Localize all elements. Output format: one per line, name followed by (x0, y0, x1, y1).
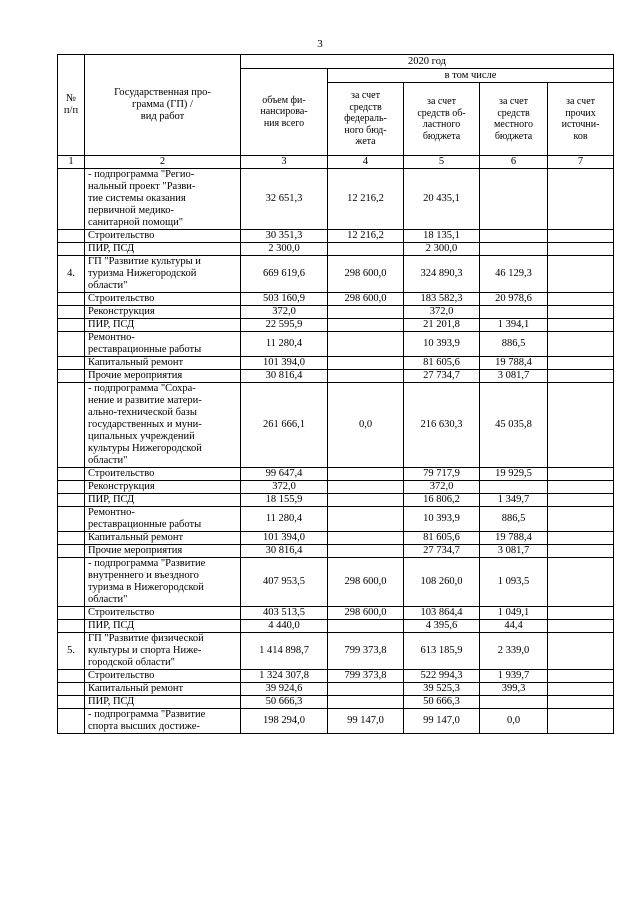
cell-num (58, 357, 85, 370)
header-in-total: в том числе (328, 69, 614, 83)
cell-regional: 81 605,6 (404, 532, 480, 545)
cell-federal: 298 600,0 (328, 607, 404, 620)
cell-name: Строительство (85, 230, 241, 243)
cell-local (480, 230, 548, 243)
column-number: 6 (480, 156, 548, 169)
cell-local: 45 035,8 (480, 383, 548, 468)
cell-num (58, 332, 85, 357)
cell-num (58, 683, 85, 696)
cell-num (58, 230, 85, 243)
table-row (58, 319, 614, 332)
cell-federal: 298 600,0 (328, 558, 404, 607)
cell-name: - подпрограмма "Сохра- нение и развитие матери- ально-технической базы государственных и муни- ципальных учреждений культуры Нижегородской области" (85, 383, 241, 468)
cell-regional: 20 435,1 (404, 169, 480, 230)
cell-other (548, 230, 614, 243)
cell-other (548, 670, 614, 683)
cell-total: 198 294,0 (241, 709, 328, 734)
cell-other (548, 545, 614, 558)
page-number: 3 (317, 38, 323, 50)
cell-total: 18 155,9 (241, 494, 328, 507)
cell-num (58, 494, 85, 507)
cell-name: Капитальный ремонт (85, 357, 241, 370)
cell-local: 20 978,6 (480, 293, 548, 306)
cell-local (480, 169, 548, 230)
cell-num (58, 607, 85, 620)
cell-regional: 522 994,3 (404, 670, 480, 683)
table-row (58, 256, 614, 293)
cell-local: 19 788,4 (480, 532, 548, 545)
cell-local: 1 093,5 (480, 558, 548, 607)
cell-local (480, 696, 548, 709)
cell-name: Ремонтно- реставрационные работы (85, 332, 241, 357)
cell-federal (328, 332, 404, 357)
cell-federal (328, 306, 404, 319)
column-numbers-row (58, 156, 614, 169)
cell-regional: 79 717,9 (404, 468, 480, 481)
cell-num (58, 481, 85, 494)
cell-regional: 10 393,9 (404, 332, 480, 357)
cell-other (548, 306, 614, 319)
cell-other (548, 293, 614, 306)
table-row (58, 293, 614, 306)
header-program-label: Государственная про- грамма (ГП) / вид работ (114, 87, 211, 122)
cell-local: 2 339,0 (480, 633, 548, 670)
cell-total: 50 666,3 (241, 696, 328, 709)
cell-total: 101 394,0 (241, 532, 328, 545)
cell-name: Строительство (85, 468, 241, 481)
cell-num (58, 507, 85, 532)
cell-local: 44,4 (480, 620, 548, 633)
cell-num (58, 696, 85, 709)
cell-total: 30 351,3 (241, 230, 328, 243)
cell-total: 372,0 (241, 306, 328, 319)
table-body (58, 169, 614, 734)
cell-other (548, 332, 614, 357)
cell-other (548, 256, 614, 293)
cell-federal (328, 243, 404, 256)
cell-regional: 50 666,3 (404, 696, 480, 709)
cell-regional: 103 864,4 (404, 607, 480, 620)
header-year: 2020 год (241, 55, 614, 69)
header-regional-label: за счет средств об- ластного бюджета (417, 96, 466, 142)
cell-regional: 4 395,6 (404, 620, 480, 633)
table-row (58, 507, 614, 532)
cell-total: 1 414 898,7 (241, 633, 328, 670)
cell-other (548, 169, 614, 230)
cell-other (548, 683, 614, 696)
cell-total: 403 513,5 (241, 607, 328, 620)
table-row (58, 468, 614, 481)
cell-federal: 799 373,8 (328, 633, 404, 670)
cell-total: 39 924,6 (241, 683, 328, 696)
cell-federal (328, 532, 404, 545)
cell-local: 19 788,4 (480, 357, 548, 370)
cell-other (548, 709, 614, 734)
cell-federal: 12 216,2 (328, 230, 404, 243)
cell-regional: 324 890,3 (404, 256, 480, 293)
cell-num: 5. (58, 633, 85, 670)
cell-regional: 372,0 (404, 306, 480, 319)
cell-other (548, 370, 614, 383)
cell-name: - подпрограмма "Развитие спорта высших достиже- (85, 709, 241, 734)
cell-other (548, 607, 614, 620)
cell-total: 11 280,4 (241, 332, 328, 357)
header-other-label: за счет прочих источни- ков (561, 96, 600, 142)
cell-local (480, 481, 548, 494)
cell-federal (328, 507, 404, 532)
header-total-label: объем фи- нансирова- ния всего (260, 94, 308, 129)
cell-federal: 0,0 (328, 383, 404, 468)
cell-federal (328, 319, 404, 332)
cell-name: ПИР, ПСД (85, 696, 241, 709)
table-row (58, 709, 614, 734)
cell-regional: 27 734,7 (404, 370, 480, 383)
cell-federal: 298 600,0 (328, 256, 404, 293)
cell-federal: 799 373,8 (328, 670, 404, 683)
cell-local: 1 049,1 (480, 607, 548, 620)
cell-other (548, 357, 614, 370)
column-number: 7 (548, 156, 614, 169)
cell-name: ПИР, ПСД (85, 243, 241, 256)
table-row (58, 332, 614, 357)
cell-total: 2 300,0 (241, 243, 328, 256)
table-row (58, 558, 614, 607)
header-federal-label: за счет средств федераль- ного бюд- жета (344, 90, 387, 148)
cell-num (58, 620, 85, 633)
cell-other (548, 507, 614, 532)
cell-total: 11 280,4 (241, 507, 328, 532)
cell-total: 669 619,6 (241, 256, 328, 293)
table-row (58, 607, 614, 620)
table-row (58, 545, 614, 558)
cell-total: 101 394,0 (241, 357, 328, 370)
cell-name: Прочие мероприятия (85, 370, 241, 383)
cell-name: Строительство (85, 607, 241, 620)
cell-num (58, 670, 85, 683)
table-row (58, 370, 614, 383)
cell-num (58, 293, 85, 306)
header-local (480, 83, 548, 156)
cell-local: 886,5 (480, 507, 548, 532)
header-regional (404, 83, 480, 156)
cell-local: 1 939,7 (480, 670, 548, 683)
cell-name: Прочие мероприятия (85, 545, 241, 558)
cell-name: Реконструкция (85, 306, 241, 319)
table-row (58, 169, 614, 230)
table-header (58, 55, 614, 169)
cell-total: 261 666,1 (241, 383, 328, 468)
cell-total: 1 324 307,8 (241, 670, 328, 683)
cell-other (548, 319, 614, 332)
table-row (58, 620, 614, 633)
table-row (58, 683, 614, 696)
table-row (58, 532, 614, 545)
cell-total: 22 595,9 (241, 319, 328, 332)
header-num (58, 55, 85, 156)
cell-other (548, 481, 614, 494)
cell-regional: 27 734,7 (404, 545, 480, 558)
cell-local: 3 081,7 (480, 370, 548, 383)
cell-regional: 372,0 (404, 481, 480, 494)
cell-total: 30 816,4 (241, 370, 328, 383)
column-number: 5 (404, 156, 480, 169)
cell-local: 1 349,7 (480, 494, 548, 507)
cell-other (548, 633, 614, 670)
cell-name: Строительство (85, 293, 241, 306)
cell-num (58, 169, 85, 230)
cell-other (548, 558, 614, 607)
cell-local: 3 081,7 (480, 545, 548, 558)
cell-regional: 613 185,9 (404, 633, 480, 670)
cell-other (548, 383, 614, 468)
cell-name: Реконструкция (85, 481, 241, 494)
cell-num (58, 306, 85, 319)
cell-total: 99 647,4 (241, 468, 328, 481)
column-number: 4 (328, 156, 404, 169)
cell-name: ПИР, ПСД (85, 494, 241, 507)
table-row (58, 243, 614, 256)
cell-total: 4 440,0 (241, 620, 328, 633)
cell-local: 1 394,1 (480, 319, 548, 332)
cell-num (58, 370, 85, 383)
cell-total: 30 816,4 (241, 545, 328, 558)
cell-total: 503 160,9 (241, 293, 328, 306)
cell-regional: 16 806,2 (404, 494, 480, 507)
header-total (241, 69, 328, 156)
cell-local: 399,3 (480, 683, 548, 696)
header-local-label: за счет средств местного бюджета (493, 96, 534, 142)
cell-num (58, 243, 85, 256)
cell-name: ПИР, ПСД (85, 319, 241, 332)
cell-regional: 2 300,0 (404, 243, 480, 256)
table-row (58, 633, 614, 670)
cell-regional: 18 135,1 (404, 230, 480, 243)
cell-num (58, 468, 85, 481)
cell-local (480, 243, 548, 256)
table-row (58, 670, 614, 683)
cell-other (548, 243, 614, 256)
cell-federal: 99 147,0 (328, 709, 404, 734)
cell-num (58, 319, 85, 332)
cell-regional: 10 393,9 (404, 507, 480, 532)
header-other (548, 83, 614, 156)
cell-local: 19 929,5 (480, 468, 548, 481)
cell-other (548, 468, 614, 481)
cell-federal (328, 696, 404, 709)
cell-other (548, 696, 614, 709)
cell-local: 886,5 (480, 332, 548, 357)
header-program (85, 55, 241, 156)
cell-name: Капитальный ремонт (85, 683, 241, 696)
cell-name: ПИР, ПСД (85, 620, 241, 633)
cell-local: 0,0 (480, 709, 548, 734)
table-row (58, 481, 614, 494)
table-row (58, 696, 614, 709)
cell-other (548, 532, 614, 545)
column-number: 2 (85, 156, 241, 169)
cell-name: - подпрограмма "Развитие внутреннего и въездного туризма в Нижегородской области" (85, 558, 241, 607)
cell-local (480, 306, 548, 319)
cell-name: - подпрограмма "Регио- нальный проект "Разви- тие системы оказания первичной медико- санитарной помощи" (85, 169, 241, 230)
cell-num (58, 532, 85, 545)
column-number: 1 (58, 156, 85, 169)
cell-other (548, 494, 614, 507)
table-row (58, 357, 614, 370)
cell-federal (328, 494, 404, 507)
cell-regional: 81 605,6 (404, 357, 480, 370)
cell-total: 372,0 (241, 481, 328, 494)
table-row (58, 306, 614, 319)
cell-federal: 298 600,0 (328, 293, 404, 306)
header-federal (328, 83, 404, 156)
cell-federal (328, 545, 404, 558)
cell-num (58, 383, 85, 468)
cell-regional: 108 260,0 (404, 558, 480, 607)
cell-regional: 39 525,3 (404, 683, 480, 696)
cell-num: 4. (58, 256, 85, 293)
cell-total: 32 651,3 (241, 169, 328, 230)
table-row (58, 383, 614, 468)
cell-name: ГП "Развитие культуры и туризма Нижегородской области" (85, 256, 241, 293)
cell-total: 407 953,5 (241, 558, 328, 607)
cell-federal: 12 216,2 (328, 169, 404, 230)
cell-name: ГП "Развитие физической культуры и спорта Ниже- городской области" (85, 633, 241, 670)
cell-num (58, 558, 85, 607)
cell-federal (328, 683, 404, 696)
cell-regional: 183 582,3 (404, 293, 480, 306)
cell-regional: 99 147,0 (404, 709, 480, 734)
cell-regional: 21 201,8 (404, 319, 480, 332)
budget-table (57, 54, 614, 734)
cell-federal (328, 620, 404, 633)
header-num-label: № п/п (63, 93, 79, 116)
cell-federal (328, 481, 404, 494)
table-row (58, 494, 614, 507)
cell-federal (328, 357, 404, 370)
cell-name: Ремонтно- реставрационные работы (85, 507, 241, 532)
cell-local: 46 129,3 (480, 256, 548, 293)
cell-regional: 216 630,3 (404, 383, 480, 468)
cell-federal (328, 468, 404, 481)
cell-federal (328, 370, 404, 383)
cell-name: Капитальный ремонт (85, 532, 241, 545)
column-number: 3 (241, 156, 328, 169)
cell-num (58, 709, 85, 734)
table-row (58, 230, 614, 243)
cell-name: Строительство (85, 670, 241, 683)
cell-other (548, 620, 614, 633)
cell-num (58, 545, 85, 558)
